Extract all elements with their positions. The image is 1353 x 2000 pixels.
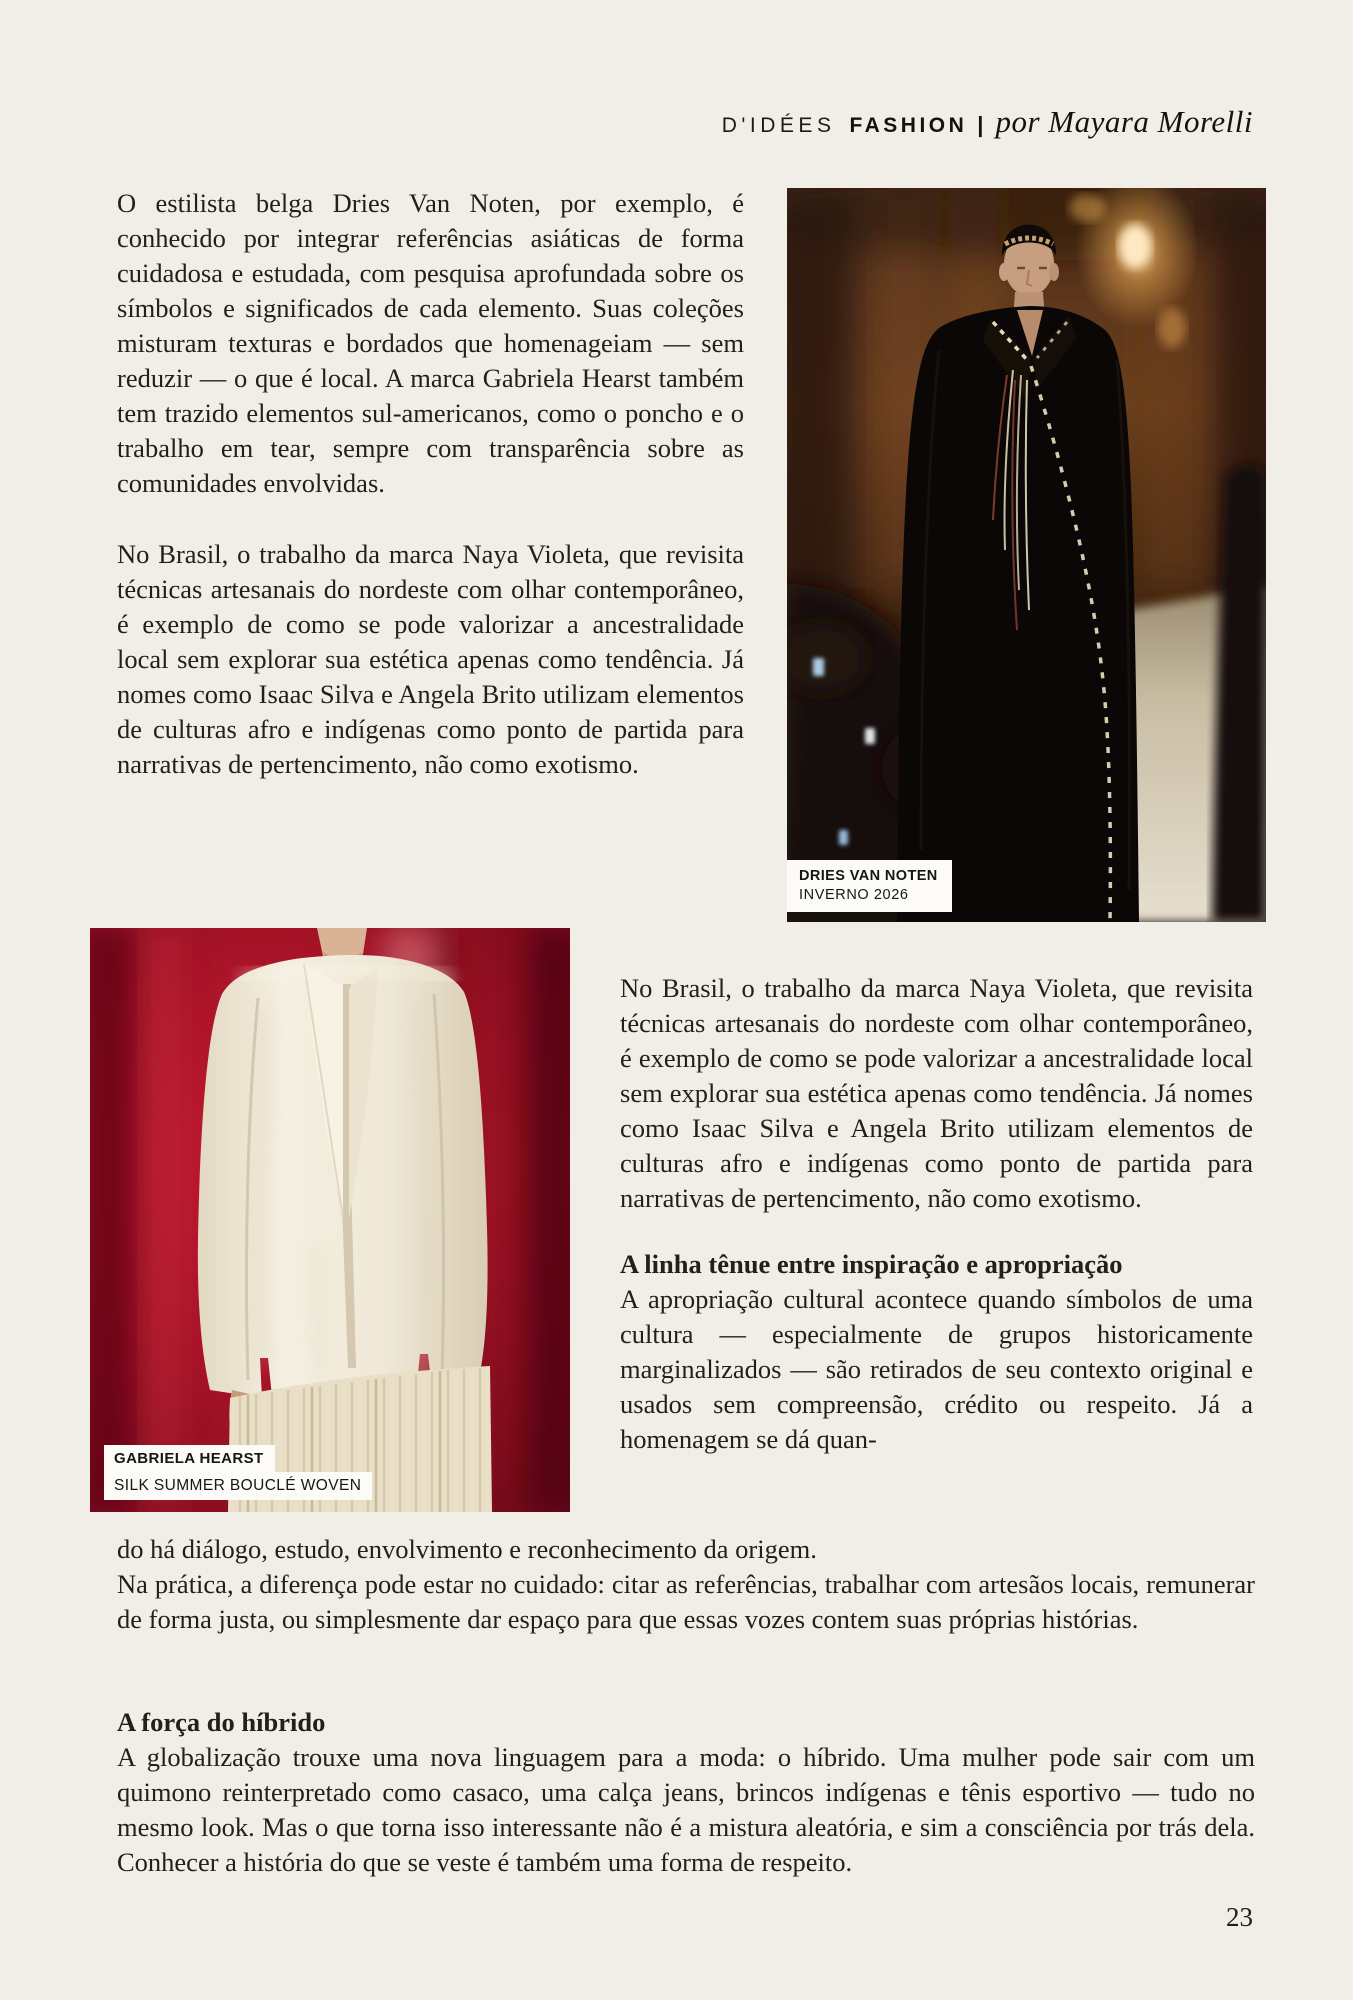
author-byline: por Mayara Morelli <box>995 104 1253 139</box>
heading-inspiracao-apropriacao: A linha tênue entre inspiração e apropriação <box>620 1249 1123 1279</box>
hearst-photo-caption <box>104 1445 372 1500</box>
paragraph-apropriacao-cultural: A apropriação cultural acontece quando símbolos de uma cultura — especialmente de grupos historicamente marginalizados — são retirados de seu contexto original e usados sem compreensão, crédito ou respeito. Já a homenagem se dá quan- <box>620 1284 1253 1454</box>
paragraph-continuation-line: do há diálogo, estudo, envolvimento e reconhecimento da origem. <box>117 1534 817 1564</box>
left-column <box>117 186 744 782</box>
gabriela-hearst-photo <box>90 928 570 1512</box>
magazine-title: D'IDÉES <box>721 114 836 137</box>
caption-season: INVERNO 2026 <box>799 887 909 903</box>
page-number: 23 <box>1226 1902 1253 1932</box>
runway-illustration <box>787 188 1266 922</box>
paragraph-dries-van-noten: O estilista belga Dries Van Noten, por exemplo, é conhecido por integrar referências asiáticas de forma cuidadosa e estudada, com pesquisa aprofundada sobre os símbolos e significados de cada elemento. Suas coleções misturam texturas e bordados que homenageiam — sem reduzir — o que é local. A marca Gabriela Hearst também tem trazido elementos sul-americanos, como o poncho e o trabalho em tear, sempre com transparência sobre as comunidades envolvidas. <box>117 188 744 498</box>
full-width-block-2 <box>117 1705 1255 1880</box>
full-width-block-1 <box>117 1532 1255 1637</box>
page-header <box>722 104 1253 140</box>
header-separator: | <box>977 112 984 137</box>
right-column <box>620 971 1253 1457</box>
paragraph-naya-violeta-left: No Brasil, o trabalho da marca Naya Violeta, que revisita técnicas artesanais do nordeste com olhar contemporâneo, é exemplo de como se pode valorizar a ancestralidade local sem explorar sua estética apenas como tendência. Já nomes como Isaac Silva e Angela Brito utilizam elementos de culturas afro e indígenas como ponto de partida para narrativas de pertencimento, não como exotismo. <box>117 539 744 779</box>
paragraph-na-pratica: Na prática, a diferença pode estar no cuidado: citar as referências, trabalhar com artesãos locais, remunerar de forma justa, ou simplesmente dar espaço para que essas vozes contem suas próprias histórias. <box>117 1569 1255 1634</box>
caption-garment-name: SILK SUMMER BOUCLÉ WOVEN <box>104 1472 372 1500</box>
dries-photo-caption <box>787 860 952 912</box>
caption-designer-name: DRIES VAN NOTEN <box>799 868 938 884</box>
paragraph-globalizacao: A globalização trouxe uma nova linguagem para a moda: o híbrido. Uma mulher pode sair com um quimono reinterpretado como casaco, uma calça jeans, brincos indígenas e tênis esportivo — tudo no mesmo look. Mas o que torna isso interessante não é a mistura aleatória, e sim a consciência por trás dela. Conhecer a história do que se veste é também uma forma de respeito. <box>117 1742 1255 1877</box>
dries-van-noten-photo <box>787 188 1266 922</box>
caption-designer-name: GABRIELA HEARST <box>104 1445 275 1472</box>
lookbook-illustration <box>90 928 570 1512</box>
paragraph-naya-violeta-right: No Brasil, o trabalho da marca Naya Violeta, que revisita técnicas artesanais do nordeste com olhar contemporâneo, é exemplo de como se pode valorizar a ancestralidade local sem explorar sua estética apenas como tendência. Já nomes como Isaac Silva e Angela Brito utilizam elementos de culturas afro e indígenas como ponto de partida para narrativas de pertencimento, não como exotismo. <box>620 973 1253 1213</box>
heading-forca-do-hibrido: A força do híbrido <box>117 1707 326 1737</box>
section-label: FASHION <box>849 114 968 137</box>
